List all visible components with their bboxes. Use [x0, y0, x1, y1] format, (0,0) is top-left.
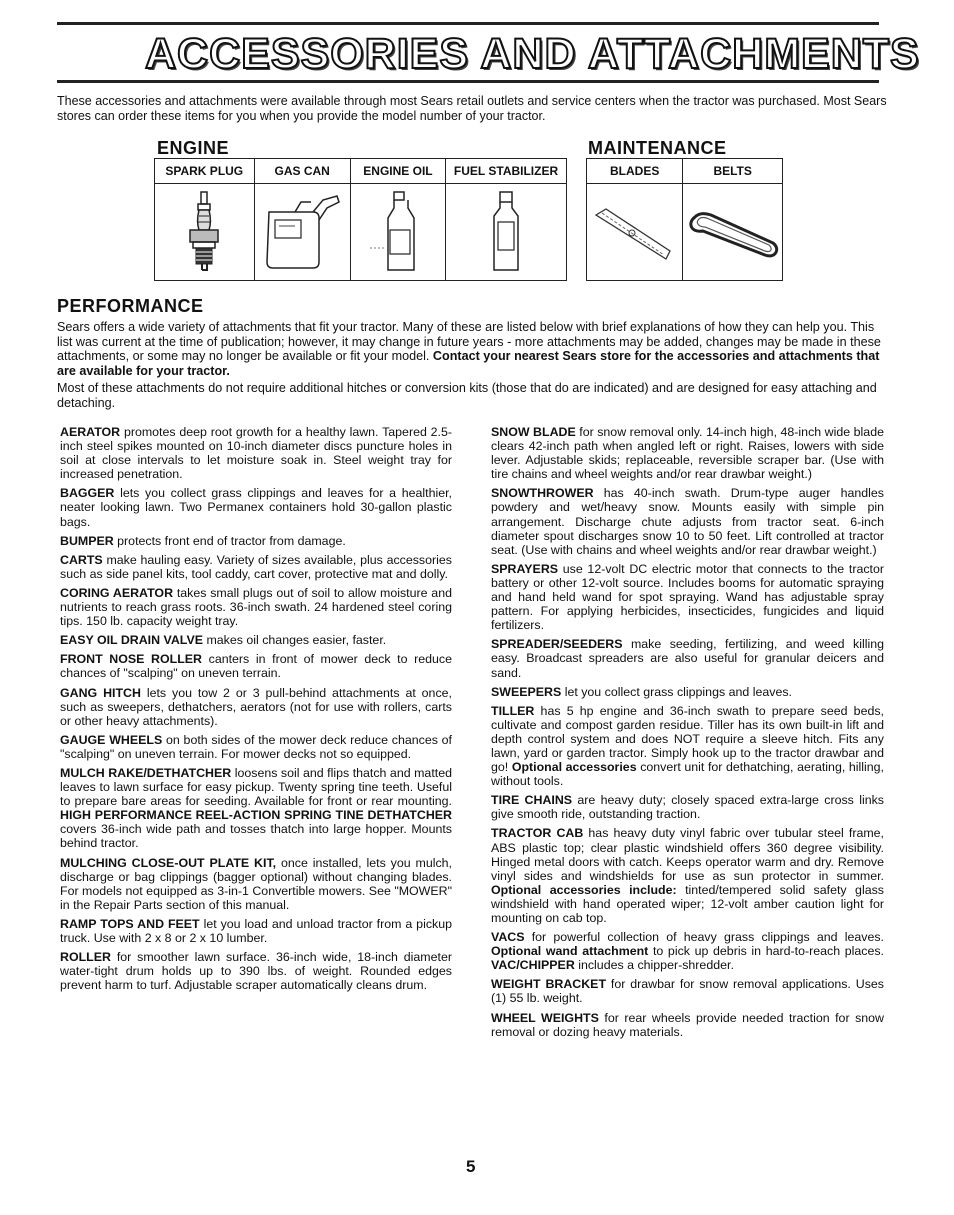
- attachment-entry: [60, 425, 452, 481]
- attachment-term: EASY OIL DRAIN VALVE: [60, 633, 203, 648]
- attachment-term: HIGH PERFORMANCE REEL-ACTION SPRING TINE DETHATCHER: [60, 808, 452, 823]
- attachment-term: AERATOR: [60, 425, 121, 439]
- blades-cell: [587, 184, 683, 281]
- attachment-description: for smoother lawn surface. 36-inch wide, 18-inch diameter water-tight drum holds up to 390 lbs. of weight. Rounded edges prevent harm to turf. Adjustable scraper automatically cleans drum.: [60, 950, 452, 993]
- attachment-term: MULCHING CLOSE-OUT PLATE KIT,: [60, 855, 277, 870]
- attachment-term: SWEEPERS: [491, 684, 562, 699]
- gas-can-header: GAS CAN: [254, 159, 350, 184]
- fuel-stabilizer-header: FUEL STABILIZER: [446, 159, 567, 184]
- attachment-entry: [491, 930, 884, 972]
- attachment-term: TILLER: [491, 703, 535, 718]
- attachment-description: convert unit for dethatching, aerating, hilling, without tools.: [491, 760, 884, 789]
- attachment-description: has heavy duty vinyl fabric over tubular steel frame, ABS plastic top; clear plastic windshield offers 360 degree visibility. Hinged metal doors with catch. Keeps operator warm and dry. Remove vinyl sides and windshields for use as sun protector in summer.: [491, 826, 884, 883]
- performance-p1-text: Sears offers a wide variety of attachments that fit your tractor. Many of these are listed below with brief explanations of how they can help you. This list was current at the time of publication; however, it may change in future years - more attachments may be added, changes may be made in these attachments, or some may no longer be available or fit your model.: [57, 320, 881, 364]
- attachment-term: GANG HITCH: [60, 685, 141, 700]
- attachment-description: to pick up debris in hard-to-reach places.: [652, 944, 884, 959]
- attachment-entry: [60, 686, 452, 728]
- attachment-term: SNOW BLADE: [491, 425, 576, 439]
- attachment-description: covers 36-inch wide path and tosses thatch into large hopper. Mounts behind tractor.: [60, 822, 452, 851]
- right-column: [491, 425, 884, 1044]
- attachment-entry: [60, 486, 452, 528]
- engine-oil-bottle-icon: [368, 190, 428, 274]
- performance-p1-bold: Contact your nearest Sears store for the accessories and attachments that are available for your tractor.: [57, 349, 880, 378]
- attachment-entry: [491, 685, 884, 699]
- attachment-description: are heavy duty; closely spaced extra-large cross links give smooth ride, outstanding traction.: [491, 793, 884, 822]
- attachment-term: VACS: [491, 930, 525, 945]
- attachment-entry: [491, 793, 884, 821]
- attachment-entry: [60, 633, 452, 647]
- attachment-term: RAMP TOPS AND FEET: [60, 916, 200, 931]
- engine-oil-cell: [350, 184, 445, 281]
- attachment-description: let you load and unload tractor from a pickup truck. Use with 2 x 8 or 2 x 10 lumber.: [60, 916, 452, 945]
- attachment-description: for rear wheels provide needed traction for snow removal or dozing heavy materials.: [491, 1010, 885, 1039]
- belts-cell: [683, 184, 783, 281]
- attachment-entry: [491, 486, 884, 556]
- attachment-term: FRONT NOSE ROLLER: [60, 652, 202, 667]
- engine-accessories-table: [154, 158, 567, 281]
- attachment-term: GAUGE WHEELS: [60, 732, 163, 747]
- engine-heading: ENGINE: [157, 138, 230, 158]
- attachment-entry: [60, 950, 452, 992]
- attachment-entry: [60, 586, 452, 628]
- attachment-entry: [60, 766, 452, 851]
- attachment-term: BAGGER: [60, 486, 115, 501]
- attachment-entry: [491, 637, 884, 679]
- attachment-description: make hauling easy. Variety of sizes available, plus accessories such as side panel kits, tool caddy, cart cover, protective mat and dolly.: [60, 552, 452, 581]
- attachment-description: has 40-inch swath. Drum-type auger handles powdery and wet/heavy snow. Mounts easily with simple pin arrangement. Discharge chute adjusts from tractor seat. 6-inch diameter spout discharges snow 10 to 50 feet. Lift controlled at tractor seat. (Use with chains and wheel weights and/or rear drawbar weight.): [491, 486, 884, 557]
- gas-can-icon: [259, 192, 345, 272]
- attachment-term: BUMPER: [60, 533, 114, 548]
- attachment-description: for snow removal only. 14-inch high, 48-inch wide blade clears 42-inch path when angled left or right. Raises, lowers with side lever. Adjustable skids; replaceable, reversible scraper bar. (Use with tire chains and wheel weights and/or rear drawbar weight.): [491, 425, 884, 482]
- attachment-description: lets you tow 2 or 3 pull-behind attachments at once, such as sweepers, dethatchers, aerators (not for use with rollers, carts or other heavy attachments).: [60, 685, 452, 728]
- performance-paragraph-2: Most of these attachments do not require additional hitches or conversion kits (those that do are indicated) and are designed for easy attaching and detaching.: [57, 381, 877, 410]
- attachment-entry: [491, 826, 884, 925]
- attachment-description: once installed, lets you mulch, discharge or bag clippings (bagger optional) without changing blades. For models not equipped as 3-in-1 Convertible mowers. See "MOWER" in the Repair Parts section of this manual.: [60, 855, 452, 912]
- page-title: ACCESSORIES AND ATTACHMENTS: [145, 30, 920, 78]
- attachment-entry: [60, 917, 452, 945]
- attachment-entry: [60, 534, 452, 548]
- attachment-description: for powerful collection of heavy grass clippings and leaves.: [531, 930, 884, 945]
- attachment-term: TIRE CHAINS: [491, 793, 573, 808]
- attachment-description: let you collect grass clippings and leaves.: [564, 684, 792, 699]
- top-rule: [57, 22, 879, 25]
- attachment-description: takes small plugs out of soil to allow moisture and nutrients to reach grass roots. 36-inch swath. 24 hardened steel coring tips. 150 lb. capacity weight tray.: [60, 585, 452, 629]
- performance-paragraph-1: [57, 320, 885, 378]
- attachment-term: VAC/CHIPPER: [491, 958, 575, 973]
- attachment-entry: [491, 1011, 884, 1039]
- attachment-term: SNOWTHROWER: [491, 486, 594, 501]
- attachment-term: CORING AERATOR: [60, 585, 174, 600]
- performance-heading: PERFORMANCE: [57, 296, 204, 316]
- attachment-description: includes a chipper-shredder.: [578, 958, 734, 973]
- attachment-term: Optional wand attachment: [491, 944, 649, 959]
- mower-blade-icon: [590, 197, 680, 267]
- attachment-term: TRACTOR CAB: [491, 826, 584, 841]
- intro-paragraph: These accessories and attachments were available through most Sears retail outlets and service centers when the tractor was purchased. Most Sears stores can order these items for you when you provide the model number of your tractor.: [57, 94, 887, 123]
- attachment-description: has 5 hp engine and 36-inch swath to prepare seed beds, cultivate and compost garden residue. Tiller has its own built-in lift and depth control system and does NOT require a sleeve hitch. Fits any lawn, yard or garden tractor. Simply hook up to the tractor drawbar and go!: [491, 703, 884, 775]
- attachment-description: lets you collect grass clippings and leaves for a healthier, neater looking lawn. Two Permanex containers hold 30-gallon plastic bags.: [60, 486, 452, 529]
- attachment-description: use 12-volt DC electric motor that connects to the tractor battery or other 12-volt source. Includes booms for automatic spraying and hand held wand for spot spraying. Wand has adjustable spray pattern. For applying herbicides, insecticides, fungicides and liquid fertilizers.: [491, 561, 884, 633]
- attachment-term: Optional accessories: [511, 760, 637, 775]
- attachment-entry: [491, 562, 884, 632]
- attachment-entry: [491, 425, 884, 481]
- spark-plug-header: SPARK PLUG: [155, 159, 255, 184]
- fuel-stabilizer-bottle-icon: [476, 190, 536, 274]
- spark-plug-icon: [184, 190, 224, 274]
- engine-oil-header: ENGINE OIL: [350, 159, 445, 184]
- attachment-description: make seeding, fertilizing, and weed killing easy. Broadcast spreaders are also useful for granular deicers and sand.: [491, 637, 884, 680]
- attachment-entry: [60, 553, 452, 581]
- attachment-description: promotes deep root growth for a healthy lawn. Tapered 2.5-inch steel spikes mounted on 10-inch diameter discs puncture holes in soil at close intervals to let moisture soak in. Steel weight tray for increased penetration.: [60, 425, 453, 482]
- attachment-term: SPREADER/SEEDERS: [491, 637, 623, 652]
- gas-can-cell: [254, 184, 350, 281]
- attachment-entry: [491, 704, 884, 789]
- left-column: [60, 425, 452, 997]
- attachment-term: MULCH RAKE/DETHATCHER: [60, 765, 232, 780]
- blades-header: BLADES: [587, 159, 683, 184]
- fuel-stabilizer-cell: [446, 184, 567, 281]
- attachment-term: SPRAYERS: [491, 561, 559, 576]
- attachment-description: tinted/tempered solid safety glass windshield with hand operated wiper; 12-volt amber caution light for mounting on cab top.: [491, 882, 884, 925]
- attachment-description: makes oil changes easier, faster.: [206, 633, 387, 648]
- attachment-entry: [491, 977, 884, 1005]
- attachment-term: WEIGHT BRACKET: [491, 977, 607, 992]
- maintenance-accessories-table: [586, 158, 783, 281]
- attachment-entry: [60, 856, 452, 912]
- drive-belt-icon: [685, 197, 781, 267]
- spark-plug-cell: [155, 184, 255, 281]
- attachment-entry: [60, 652, 452, 680]
- attachment-term: ROLLER: [60, 950, 111, 965]
- belts-header: BELTS: [683, 159, 783, 184]
- maintenance-heading: MAINTENANCE: [588, 138, 727, 158]
- title-underline-rule: [57, 80, 879, 83]
- attachment-term: CARTS: [60, 552, 103, 567]
- page-number: 5: [466, 1157, 476, 1176]
- attachment-description: loosens soil and flips thatch and matted leaves to lawn surface for easy pickup. Twenty spring tine teeth. Useful to prepare bare areas for seeding. Available for front or rear mounting.: [60, 765, 452, 809]
- attachment-description: for drawbar for snow removal applications. Uses (1) 55 lb. weight.: [491, 977, 884, 1006]
- attachment-description: protects front end of tractor from damage.: [117, 533, 346, 548]
- attachment-term: WHEEL WEIGHTS: [491, 1010, 599, 1025]
- attachment-description: canters in front of mower deck to reduce chances of "scalping" on uneven terrain.: [60, 652, 452, 681]
- attachment-term: Optional accessories include:: [491, 882, 677, 897]
- attachment-description: on both sides of the mower deck reduce chances of "scalping" on uneven terrain. For mower decks not so equipped.: [60, 732, 452, 761]
- attachment-entry: [60, 733, 452, 761]
